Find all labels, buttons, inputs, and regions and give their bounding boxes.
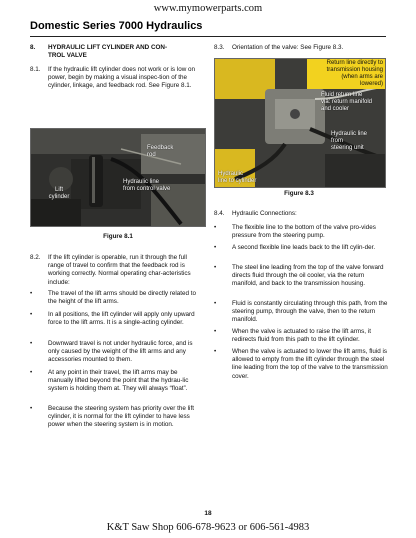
bullet-icon: • — [30, 311, 33, 318]
bullet-icon: • — [214, 224, 217, 231]
section-title: Domestic Series 7000 Hydraulics — [30, 20, 203, 32]
right-column-lower — [214, 210, 390, 430]
heading-number: 8. — [30, 44, 36, 51]
paragraph-text: If the lift cylinder is operable, run it through the full range of travel to confirm that the feedback rod is working correctly. Normal operating char-acteristics include: — [48, 254, 191, 286]
bullet-icon: • — [30, 290, 33, 297]
bullet-icon: • — [30, 340, 33, 347]
page-number: 18 — [204, 510, 212, 517]
figure-8-3-photo — [214, 58, 386, 188]
list-item-text: A second flexible line leads back to the lift cylin-der. — [232, 244, 376, 251]
list-item-text: Downward travel is not under hydraulic force, and is only caused by the weight of the lift arms and any accessories mounted to them. — [48, 340, 193, 364]
hydraulic-line-label: Hydraulic line from control valve — [123, 179, 171, 192]
list-item-text: When the valve is actuated to raise the lift arms, it redirects fluid from this path to the lift cylinder. — [232, 328, 371, 344]
paragraph-number: 8.1. — [30, 66, 41, 73]
list-item-text: In all positions, the lift cylinder will apply only upward force to the lift arms. It is a single-acting cylinder. — [48, 311, 195, 327]
list-item-text: Fluid is constantly circulating through this path, from the steering pump, through the valve, then to the return manifold. — [232, 300, 388, 324]
fluid-return-line-label: Fluid return line via: return manifold and cooler — [321, 92, 373, 112]
paragraph-number: 8.2. — [30, 254, 41, 261]
heading-text: HYDRAULIC LIFT CYLINDER AND CON- TROL VALVE — [48, 44, 168, 60]
cylinder-line-label: Hydraulic line to cylinder — [218, 171, 257, 184]
lift-cylinder-label: Lift cylinder — [48, 187, 70, 200]
return-line-label: Return line directly to transmission housing (when arms are lowered) — [307, 59, 385, 89]
feedback-rod-label: Feedback rod — [147, 145, 174, 158]
bullet-icon: • — [30, 369, 33, 376]
paragraph-number: 8.4. — [214, 210, 225, 217]
bullet-icon: • — [214, 300, 217, 307]
site-header: www.mymowerparts.com — [153, 3, 263, 14]
bullet-icon: • — [30, 405, 33, 412]
bullet-icon: • — [214, 328, 217, 335]
figure-8-3-caption: Figure 8.3 — [284, 190, 314, 197]
list-item-text: At any point in their travel, the lift arms may be manually lifted beyond the point that the hydrau-lic system is holding them at. They will always “float”. — [48, 369, 189, 393]
list-item-text: Because the steering system has priority over the lift cylinder, it is normal for the lift cylinder to have less power when the steering system is in motion. — [48, 405, 194, 429]
list-item-text: The flexible line to the bottom of the valve pro-vides pressure from the steering pump. — [232, 224, 376, 240]
paragraph-text: If the hydraulic lift cylinder does not work or is low on power, begin by making a visual inspec-tion of the cylinder, linkage, and feedback rod. See Figure 8.1. — [48, 66, 195, 90]
bullet-icon: • — [214, 348, 217, 355]
site-footer: K&T Saw Shop 606-678-9623 or 606-561-4983 — [106, 522, 310, 533]
steering-line-label: Hydraulic line from steering unit — [331, 131, 368, 151]
list-item-text: The steel line leading from the top of the valve forward directs fluid through the oil cooler, via the return manifold, and back to the transmission housing. — [232, 264, 384, 288]
figure-8-1-photo — [30, 128, 206, 227]
bullet-icon: • — [214, 264, 217, 271]
paragraph-text: Hydraulic Connections: — [232, 210, 297, 217]
lift-cylinder-photo-image — [31, 129, 205, 226]
section-rule — [30, 36, 386, 37]
bullet-icon: • — [214, 244, 217, 251]
left-column-lower — [30, 254, 206, 444]
list-item-text: The travel of the lift arms should be directly related to the height of the lift arms. — [48, 290, 197, 306]
figure-8-1-caption: Figure 8.1 — [103, 233, 133, 240]
paragraph-text: Orientation of the valve: See Figure 8.3. — [232, 44, 344, 51]
paragraph-number: 8.3. — [214, 44, 225, 51]
list-item-text: When the valve is actuated to lower the lift arms, fluid is allowed to empty from the lift cylinder through the steel line leading from the top of the valve to the transmission cover. — [232, 348, 388, 380]
paragraph-8-3 — [214, 44, 390, 58]
